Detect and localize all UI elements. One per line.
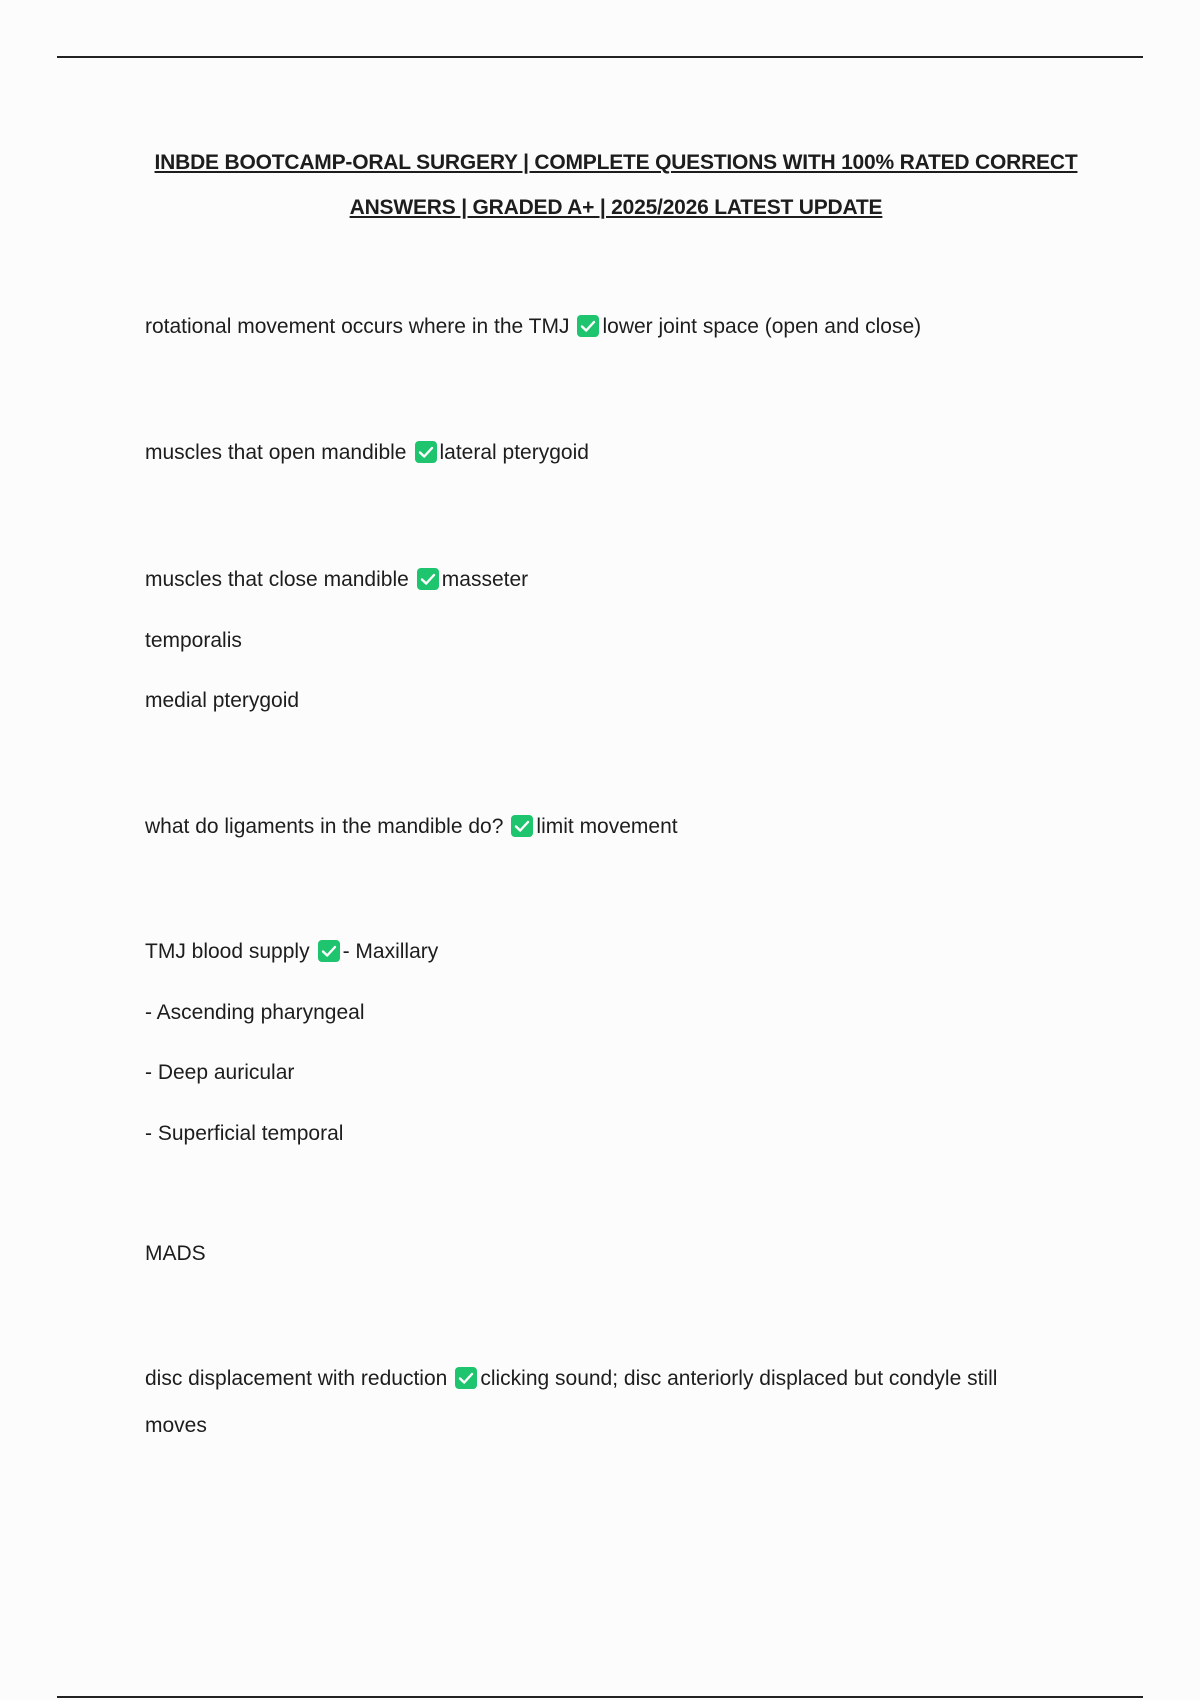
answer-continuation: temporalis [145, 629, 242, 652]
answer-continuation: - Deep auricular [145, 1061, 295, 1084]
check-mark-icon [511, 815, 533, 837]
answer-text: lower joint space (open and close) [602, 315, 922, 338]
answer-text: masseter [441, 568, 529, 591]
question-text: disc displacement with reduction [145, 1367, 448, 1390]
question-text: TMJ blood supply [145, 940, 310, 963]
header-rule [57, 56, 1143, 58]
question-text: muscles that open mandible [145, 441, 407, 464]
qa-item [145, 1364, 997, 1394]
answer-text: lateral pterygoid [439, 441, 589, 464]
answer-continuation: - Superficial temporal [145, 1122, 344, 1145]
question-text: what do ligaments in the mandible do? [145, 815, 504, 838]
answer-continuation: moves [145, 1414, 207, 1437]
answer-text: clicking sound; disc anteriorly displaced but condyle still [480, 1367, 998, 1390]
qa-item [145, 1239, 206, 1269]
qa-item [145, 937, 438, 967]
answer-text: - Maxillary [342, 940, 439, 963]
question-text: MADS [145, 1242, 206, 1265]
qa-item [145, 438, 589, 468]
check-mark-icon [417, 568, 439, 590]
check-mark-icon [318, 940, 340, 962]
check-mark-icon [577, 315, 599, 337]
check-mark-icon [455, 1367, 477, 1389]
qa-item [145, 312, 921, 342]
answer-text: limit movement [536, 815, 678, 838]
qa-item [145, 565, 528, 595]
question-text: rotational movement occurs where in the TMJ [145, 315, 570, 338]
answer-continuation: medial pterygoid [145, 689, 300, 712]
answer-continuation: - Ascending pharyngeal [145, 1001, 365, 1024]
qa-item [145, 812, 678, 842]
footer-rule [57, 1696, 1143, 1698]
document-title: INBDE BOOTCAMP-ORAL SURGERY | COMPLETE QUESTIONS WITH 100% RATED CORRECT ANSWERS | GRADED A+ | 2025/2026 LATEST UPDATE [154, 151, 1078, 219]
question-text: muscles that close mandible [145, 568, 409, 591]
check-mark-icon [415, 441, 437, 463]
